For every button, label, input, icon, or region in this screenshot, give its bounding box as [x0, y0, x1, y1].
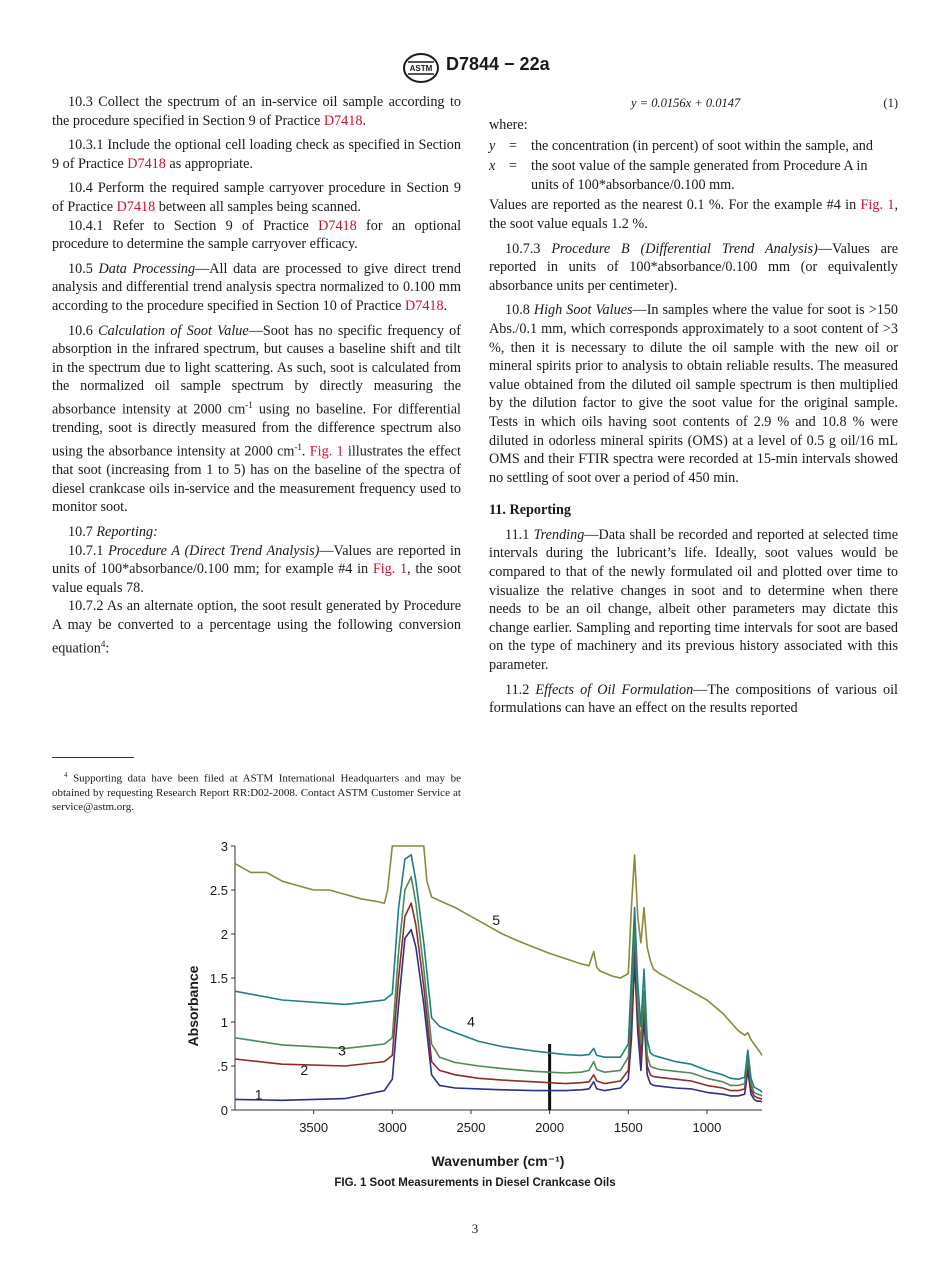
definition-x: x = the soot value of the sample generated from Procedure A in units of 100*absorbance/0.100 mm.: [489, 158, 868, 193]
section-heading-11: 11. Reporting: [489, 502, 571, 519]
chart-annotations: [255, 912, 501, 1102]
ref-d7418[interactable]: D7418: [323, 112, 363, 129]
para-10-4-1: 10.4.1 Refer to Section 9 of Practice D7418 for an optional procedure to determine the sample carryover efficacy.: [52, 217, 462, 253]
astm-logo-icon: [402, 52, 440, 84]
right-column: [489, 93, 898, 724]
y-tick-label: 1: [220, 1015, 228, 1030]
equation-text: y = 0.0156x + 0.0147: [631, 96, 741, 110]
para-10-3: 10.3 Collect the spectrum of an in-service oil sample according to the procedure specified in Section 9 of Practice D7418.: [52, 94, 462, 129]
x-tick-label: 2500: [456, 1120, 486, 1135]
x-axis-label: Wavenumber (cm⁻¹): [431, 1153, 565, 1169]
chart-series: [235, 846, 762, 1102]
para-10-3-1: 10.3.1 Include the optional cell loading check as specified in Section 9 of Practice D7418 as appropriate.: [52, 137, 461, 172]
where-label: where:: [489, 117, 528, 133]
ref-fig1[interactable]: Fig. 1: [860, 197, 895, 214]
para-11-1: 11.1 Trending—Data shall be recorded and reported at selected time intervals during the lubricant’s life. Ideally, soot values would be compared to that of the newly formulated oil and plotted over time to visualize the relative changes in soot and to determine when there needs to be an oil change, albeit other parameters may dictate this change earlier. Sampling and reporting time intervals for soot are based on the type of machinery and its previous history associated with this parameter.: [489, 526, 899, 674]
para-11-2: 11.2 Effects of Oil Formulation—The compositions of various oil formulations can have an effect on the results reported: [489, 681, 898, 717]
y-axis-label: Absorbance: [185, 965, 201, 1047]
y-tick-label: 0: [220, 1103, 228, 1118]
para-10-6: 10.6 Calculation of Soot Value—Soot has no specific frequency of absorption in the infrared spectrum, but causes a baseline shift and tilt in the spectrum due to light scattering. As such, soot is calculated from the normalized oil sample spectrum by directly measuring the absorbance intensity at 2000 $cm^{-1}$ using no baseline. For differential trending, soot is directly measured from the difference spectrum also using the absorbance intensity at 2000 $cm^{-1}$. Fig. 1 illustrates the effect that soot (increasing from 1 to 5) has on the baseline of the spectra of diesel crankcase oils in-service and the measurement frequency used to monitor soot.: [52, 322, 462, 516]
para-10-7-3: 10.7.3 Procedure B (Differential Trend Analysis)—Values are reported in units of 100*absorbance/0.100 mm (or equivalently absorbance units per centimeter).: [489, 240, 898, 294]
para-10-7: 10.7 Reporting:: [68, 523, 158, 540]
x-tick-label: 1000: [692, 1120, 722, 1135]
para-10-7-2: 10.7.2 As an alternate option, the soot result generated by Procedure A may be converted to a percentage using the following conversion equation$^4$:: [52, 598, 462, 657]
series-line-5: [235, 846, 762, 1055]
equation-1: [489, 94, 898, 116]
series-label-4: 4: [467, 1013, 475, 1030]
y-tick-label: 2: [220, 927, 228, 942]
logo-text: ASTM: [409, 64, 433, 73]
x-tick-label: 1500: [613, 1120, 643, 1135]
y-tick-label: 1.5: [209, 971, 228, 986]
soot-spectrum-chart: [180, 834, 780, 1176]
footnote: $^4$ Supporting data have been filed at ASTM International Headquarters and may be obtained by requesting Research Report RR:D02-2008. Contact ASTM Customer Service at service@astm.org.: [52, 771, 461, 814]
figure-caption: FIG. 1 Soot Measurements in Diesel Crankcase Oils: [334, 1177, 616, 1189]
y-tick-label: 2.5: [209, 883, 228, 898]
ref-fig1[interactable]: Fig. 1: [309, 443, 344, 460]
para-10-4: 10.4 Perform the required sample carryover procedure in Section 9 of Practice D7418 between all samples being scanned.: [52, 180, 461, 215]
ref-d7418[interactable]: D7418: [127, 155, 166, 172]
page-header: [0, 52, 950, 86]
ref-d7418[interactable]: D7418: [116, 198, 156, 215]
series-label-3: 3: [338, 1042, 346, 1059]
ref-d7418[interactable]: D7418: [318, 217, 357, 234]
para-10-5: 10.5 Data Processing—All data are processed to give direct trend analysis and differential trend analysis spectra normalized to 0.100 mm according to the procedure specified in Section 10 of Practice D7418.: [52, 260, 461, 314]
y-tick-label: .5: [217, 1059, 228, 1074]
series-label-2: 2: [300, 1061, 309, 1078]
x-tick-label: 3500: [299, 1120, 329, 1135]
page-number: 3: [471, 1221, 479, 1236]
left-column: [52, 93, 461, 664]
values-note: Values are reported as the nearest 0.1 %. For the example #4 in Fig. 1, the soot value equals 1.2 %.: [489, 197, 898, 232]
series-line-1: [235, 930, 762, 1103]
series-label-1: 1: [254, 1086, 263, 1103]
definition-y: y = the concentration (in percent) of soot within the sample, and: [489, 137, 873, 154]
footnote-rule: [52, 757, 134, 758]
equation-number: (1): [883, 96, 898, 110]
ref-fig1[interactable]: Fig. 1: [372, 561, 408, 578]
para-10-7-1: 10.7.1 Procedure A (Direct Trend Analysis)—Values are reported in units of 100*absorbance/0.100 mm; for example #4 in Fig. 1, the soot value equals 78.: [52, 542, 462, 596]
x-tick-label: 2000: [535, 1120, 565, 1135]
ref-d7418[interactable]: D7418: [404, 297, 444, 314]
standard-designation: D7844 − 22a: [446, 54, 550, 74]
para-10-8: 10.8 High Soot Values—In samples where the value for soot is >150 Abs./0.1 mm, which corresponds approximately to a soot content of >3 %, then it is necessary to dilute the oil sample with the new oil or mineral spirits prior to analysis to obtain reliable results. The measured value obtained from the diluted oil sample spectrum is then multiplied by the dilution factor to give the soot value for the original sample. Tests in which oils having soot contents of 2.9 % and 10.8 % were diluted in odorless mineral spirits (OMS) at a level of 0.5 g oil/16 mL OMS and their FTIR spectra were recorded at 15-min intervals showed no settling of soot over a period of 450 min.: [489, 302, 898, 486]
series-label-5: 5: [492, 912, 501, 929]
y-tick-label: 3: [220, 839, 228, 854]
x-tick-label: 3000: [377, 1120, 407, 1135]
